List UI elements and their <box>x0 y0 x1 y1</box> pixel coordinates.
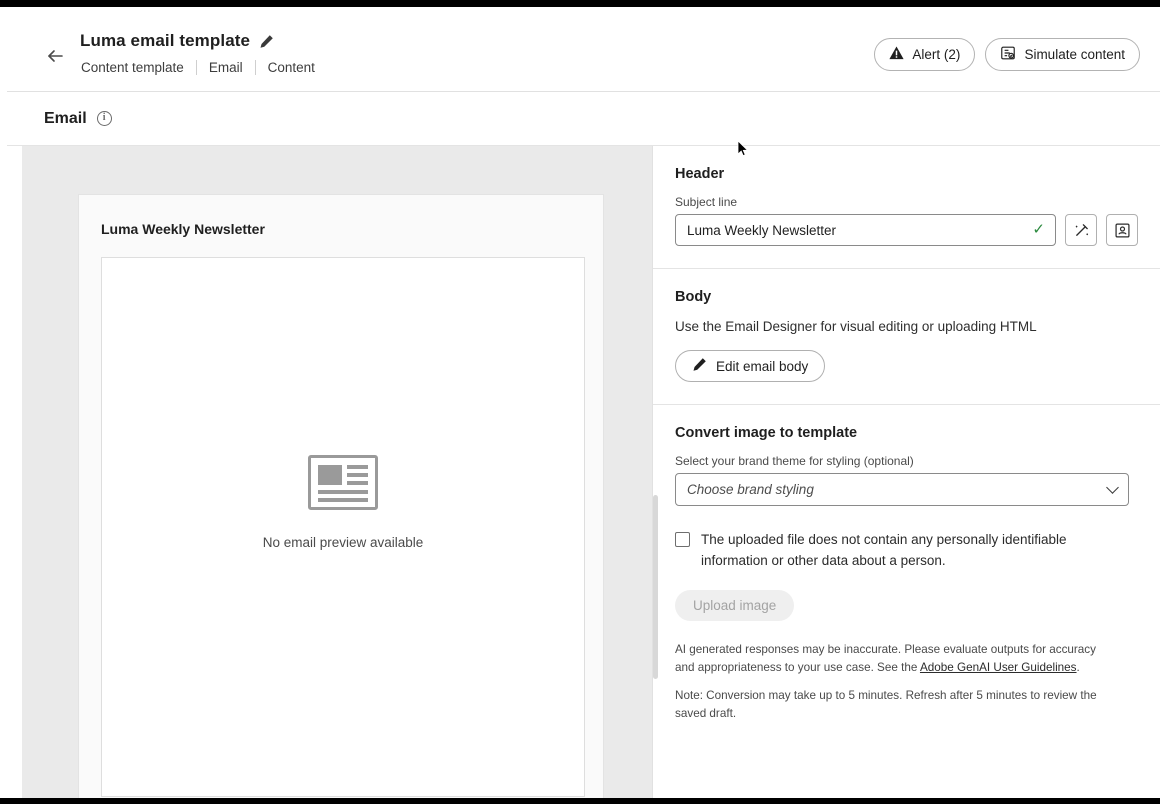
genai-guidelines-link[interactable]: Adobe GenAI User Guidelines <box>919 660 1077 674</box>
upload-image-label: Upload image <box>693 598 777 613</box>
brand-styling-select[interactable] <box>675 473 1129 506</box>
empty-preview-text: No email preview available <box>262 535 424 550</box>
alert-button-label: Alert (2) <box>912 47 961 62</box>
top-bar <box>7 7 1160 92</box>
page-title: Luma email template <box>80 31 251 50</box>
edit-email-body-button[interactable] <box>675 350 825 382</box>
brand-styling-value: Choose brand styling <box>687 482 814 497</box>
email-preview-pane <box>22 146 659 798</box>
breadcrumb <box>81 60 315 75</box>
pii-consent-label: The uploaded file does not contain any personally identifiable information or other data about a person. <box>701 532 1067 568</box>
upload-image-button[interactable] <box>675 590 794 621</box>
simulate-content-icon <box>1000 45 1016 64</box>
pencil-icon[interactable] <box>259 34 274 49</box>
warning-triangle-icon <box>889 46 904 63</box>
ai-disclaimer <box>675 641 1115 676</box>
convert-section-title: Convert image to template <box>675 425 858 441</box>
preview-subject-title: Luma Weekly Newsletter <box>101 221 265 237</box>
pencil-icon <box>692 357 707 375</box>
breadcrumb-item-content-template[interactable]: Content template <box>81 60 184 75</box>
simulate-content-label: Simulate content <box>1024 47 1125 62</box>
panel-section-header <box>653 146 1160 269</box>
letterbox-top <box>0 0 1160 7</box>
panel-scrollbar[interactable] <box>653 495 658 679</box>
breadcrumb-separator <box>255 60 256 75</box>
page-title-row <box>80 31 274 51</box>
breadcrumb-item-content[interactable]: Content <box>267 60 315 75</box>
conversion-note: Note: Conversion may take up to 5 minutes. Refresh after 5 minutes to review the saved draft. <box>675 689 1097 720</box>
info-icon[interactable]: i <box>97 111 112 126</box>
alert-button[interactable] <box>874 38 975 71</box>
ai-disclaimer-period: . <box>1076 660 1080 674</box>
body-section-title: Body <box>675 289 712 305</box>
header-section-title: Header <box>675 166 725 182</box>
properties-panel <box>652 146 1160 798</box>
section-heading-email: Email <box>44 109 87 127</box>
simulate-content-button[interactable] <box>985 38 1140 71</box>
subject-line-label: Subject line <box>675 195 738 209</box>
email-preview-placeholder-icon <box>308 455 378 510</box>
edit-email-body-label: Edit email body <box>716 358 809 374</box>
pii-consent-row[interactable] <box>675 529 1138 571</box>
breadcrumb-separator <box>196 60 197 75</box>
email-preview-canvas <box>101 257 585 797</box>
panel-section-convert-image <box>653 405 1160 740</box>
email-preview-card <box>78 194 604 804</box>
subject-line-value: Luma Weekly Newsletter <box>687 222 837 238</box>
subject-line-input[interactable] <box>675 214 1056 246</box>
sub-header <box>7 92 1160 146</box>
left-edge <box>0 7 7 798</box>
empty-preview-state <box>102 455 584 550</box>
letterbox-bottom <box>0 798 1160 804</box>
personalization-icon[interactable] <box>1106 214 1138 246</box>
subject-line-row <box>675 214 1138 268</box>
chevron-down-icon <box>1106 481 1119 494</box>
brand-theme-label: Select your brand theme for styling (optional) <box>675 454 914 468</box>
body-section-description: Use the Email Designer for visual editing or uploading HTML <box>675 319 1037 334</box>
top-bar-actions <box>874 38 1140 71</box>
pii-consent-checkbox[interactable] <box>675 532 690 547</box>
panel-section-body <box>653 269 1160 405</box>
magic-wand-icon[interactable] <box>1065 214 1097 246</box>
valid-check-icon: ✓ <box>1032 221 1045 238</box>
ai-disclaimer-text: AI generated responses may be inaccurate. Please evaluate outputs for accuracy and appropriateness to your use case. See the <box>675 643 1096 674</box>
back-arrow-icon[interactable] <box>43 43 69 69</box>
content-area <box>7 146 1160 798</box>
breadcrumb-item-email[interactable]: Email <box>208 60 243 75</box>
